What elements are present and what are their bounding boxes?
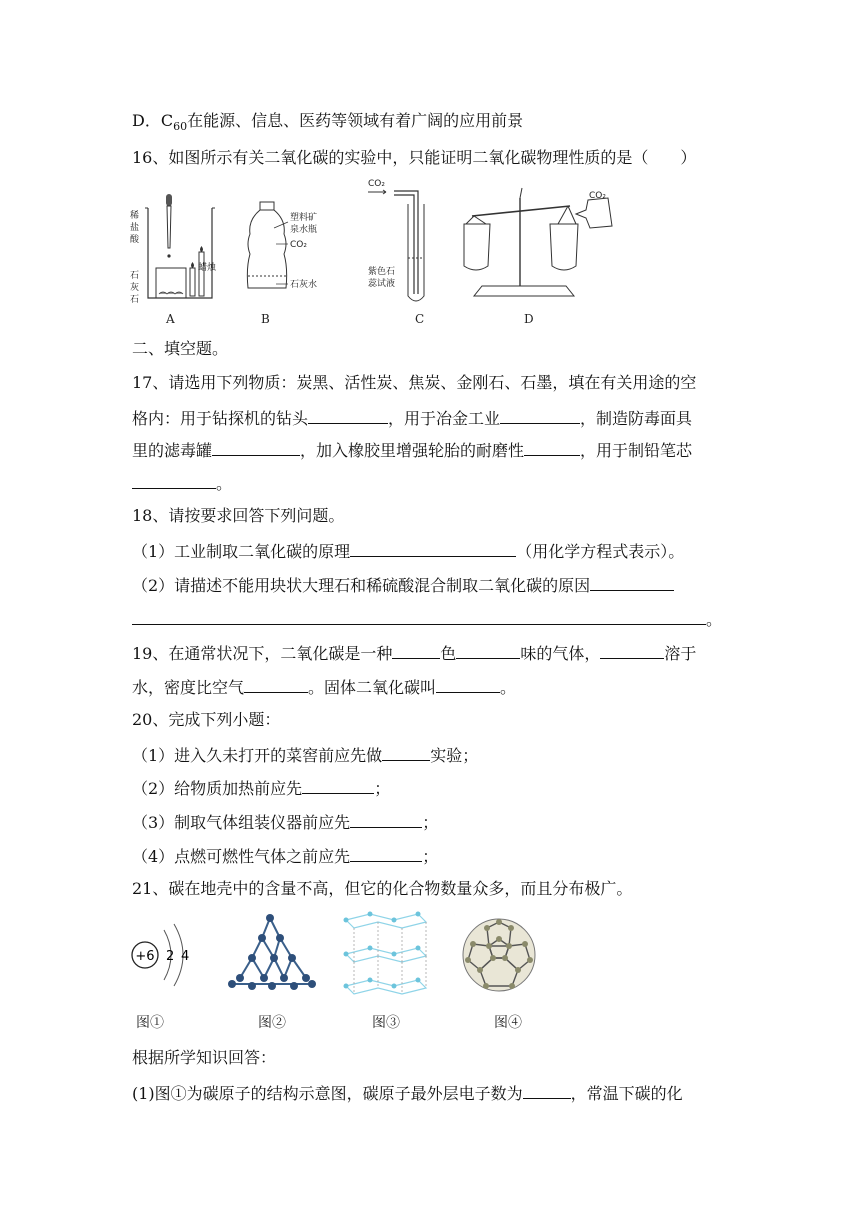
q20-p3-text: （3）制取气体组装仪器前应先: [132, 813, 351, 832]
q20-p2-text: （2）给物质加热前应先: [132, 779, 303, 798]
q20-p1-text: （1）进入久未打开的菜窖前应先做: [132, 746, 383, 765]
blank-color[interactable]: [392, 640, 440, 659]
carbon-atom-diagram: [128, 918, 208, 990]
q18-p1-text: （1）工业制取二氧化碳的原理: [132, 542, 351, 561]
blank-solubility[interactable]: [600, 640, 664, 659]
fig-b-bottle-2: 泉水瓶: [290, 225, 318, 235]
q17-text-pencil: ，用于制铅笔芯: [580, 441, 693, 460]
atom-shell-1: 2: [166, 949, 175, 964]
fig-a-candle-label: 蜡烛: [198, 263, 217, 273]
fig1-caption: 图①: [136, 1015, 164, 1031]
fig-d-caption: D: [524, 312, 534, 326]
blank-density[interactable]: [244, 674, 308, 693]
blank-dry-ice[interactable]: [436, 674, 500, 693]
q18-part-2-cont: [132, 606, 722, 632]
blank-pencil[interactable]: [132, 470, 216, 489]
q16-figure-b: [240, 198, 340, 298]
fig-a-stone-3: 石: [130, 295, 140, 305]
fig-a-stone-1: 石: [130, 271, 140, 281]
subscript-60: 60: [173, 120, 188, 134]
q19-text-c: 味的气体，: [520, 644, 601, 663]
q20-part-1: [132, 742, 478, 768]
q20-part-2: [132, 775, 390, 801]
blank-assembly[interactable]: [350, 809, 422, 828]
fig4-caption: 图④: [494, 1015, 522, 1031]
blank-ignition[interactable]: [350, 843, 422, 862]
q21-p1-cont: ，常温下碳的化: [570, 1084, 683, 1103]
q18-part-1: [132, 538, 684, 564]
q20-p3-end: ；: [422, 813, 439, 832]
fig-c-litmus-2: 蕊试液: [368, 279, 396, 289]
blank-reason-1[interactable]: [590, 572, 674, 591]
c60-structure: [458, 914, 540, 996]
blank-odor[interactable]: [456, 640, 520, 659]
q18-p2-text: （2）请描述不能用块状大理石和稀硫酸混合制取二氧化碳的原因: [132, 576, 591, 595]
q19-line-2: [132, 674, 516, 700]
blank-heating[interactable]: [302, 775, 374, 794]
fig-b-lime: 石灰水: [290, 280, 318, 290]
q17-end: 。: [216, 474, 233, 493]
blank-industrial-equation[interactable]: [350, 538, 516, 557]
q17-line-2: [132, 405, 692, 431]
q20-p4-end: ；: [422, 847, 439, 866]
q19-text-a: 19、在通常状况下，二氧化碳是一种: [132, 644, 393, 663]
section-2-title: 二、填空题。: [132, 339, 229, 358]
fig-a-label-3: 酸: [130, 235, 140, 245]
q18-p2-end: 。: [706, 610, 723, 629]
q21-part-1: [132, 1080, 683, 1106]
q16-figure-c: [364, 174, 444, 309]
q17-line-1: 17、请选用下列物质：炭黑、活性炭、焦炭、金刚石、石墨，填在有关用途的空: [132, 373, 697, 392]
fig-a-label-2: 盐: [130, 223, 140, 233]
question-18-stem: 18、请按要求回答下列问题。: [132, 506, 345, 525]
q17-text-metallurgy: ，用于冶金工业: [388, 409, 501, 428]
q19-text-g: 。: [500, 678, 517, 697]
q17-text-gasmask: ，制造防毒面具: [580, 409, 693, 428]
fig2-caption: 图②: [258, 1015, 286, 1031]
q17-text-canister: 里的滤毒罐: [132, 441, 213, 460]
fig-b-bottle-1: 塑料矿: [290, 213, 318, 223]
q19-text-b: 色: [440, 644, 457, 663]
fig-c-caption: C: [415, 312, 425, 326]
fig-a-label-1: 稀: [130, 211, 140, 221]
q19-text-d: 溶于: [664, 644, 697, 663]
q19-line-1: [132, 640, 696, 666]
fig3-caption: 图③: [372, 1015, 400, 1031]
q19-text-e: 水，密度比空气: [132, 678, 245, 697]
option-d-prefix: D．C: [132, 111, 174, 130]
q20-p2-end: ；: [374, 779, 391, 798]
q20-p4-text: （4）点燃可燃性气体之前应先: [132, 847, 351, 866]
fig-b-co2: CO₂: [290, 240, 307, 250]
blank-tire[interactable]: [524, 437, 580, 456]
question-20-stem: 20、完成下列小题：: [132, 710, 281, 729]
blank-canister[interactable]: [212, 437, 300, 456]
atom-shell-2: 4: [181, 949, 190, 964]
fig-c-co2: CO₂: [368, 179, 385, 189]
blank-metallurgy[interactable]: [500, 405, 580, 424]
fig-c-litmus-1: 紫色石: [368, 267, 396, 277]
question-21-stem: 21、碳在地壳中的含量不高，但它的化合物数量众多，而且分布极广。: [132, 879, 633, 898]
fig-d-co2: CO₂: [589, 191, 606, 201]
q21-p1-text: (1)图①为碳原子的结构示意图，碳原子最外层电子数为: [132, 1084, 523, 1103]
blank-cellar-test[interactable]: [382, 742, 430, 761]
blank-drill-bit[interactable]: [308, 405, 388, 424]
q17-line-3: [132, 437, 692, 463]
option-d-text: 在能源、信息、医药等领域有着广阔的应用前景: [187, 111, 524, 130]
fig-a-caption: A: [166, 312, 175, 326]
q16-figure-d: [458, 184, 618, 304]
q16-figure-a: [128, 190, 218, 325]
q18-part-2: [132, 572, 674, 598]
fig-a-stone-2: 灰: [130, 283, 140, 293]
fig-b-caption: B: [261, 312, 270, 326]
q17-line-4: [132, 470, 232, 496]
q17-text-tire: ，加入橡胶里增强轮胎的耐磨性: [300, 441, 525, 460]
q21-answer-intro: 根据所学知识回答：: [132, 1048, 277, 1067]
graphite-structure: [340, 910, 432, 998]
blank-outer-electrons[interactable]: [523, 1080, 571, 1099]
q20-p1-end: 实验；: [430, 746, 479, 765]
option-d: [132, 109, 523, 139]
question-16-stem: 16、如图所示有关二氧化碳的实验中，只能证明二氧化碳物理性质的是（ ）: [132, 148, 697, 167]
blank-reason-2[interactable]: [132, 606, 706, 625]
q20-part-3: [132, 809, 438, 835]
q17-text-drill: 格内：用于钻探机的钻头: [132, 409, 309, 428]
q20-part-4: [132, 843, 438, 869]
q19-text-f: 。固体二氧化碳叫: [308, 678, 437, 697]
q18-p1-hint: （用化学方程式表示）。: [516, 542, 685, 561]
atom-nucleus: +6: [135, 949, 155, 964]
diamond-structure: [222, 908, 318, 1000]
